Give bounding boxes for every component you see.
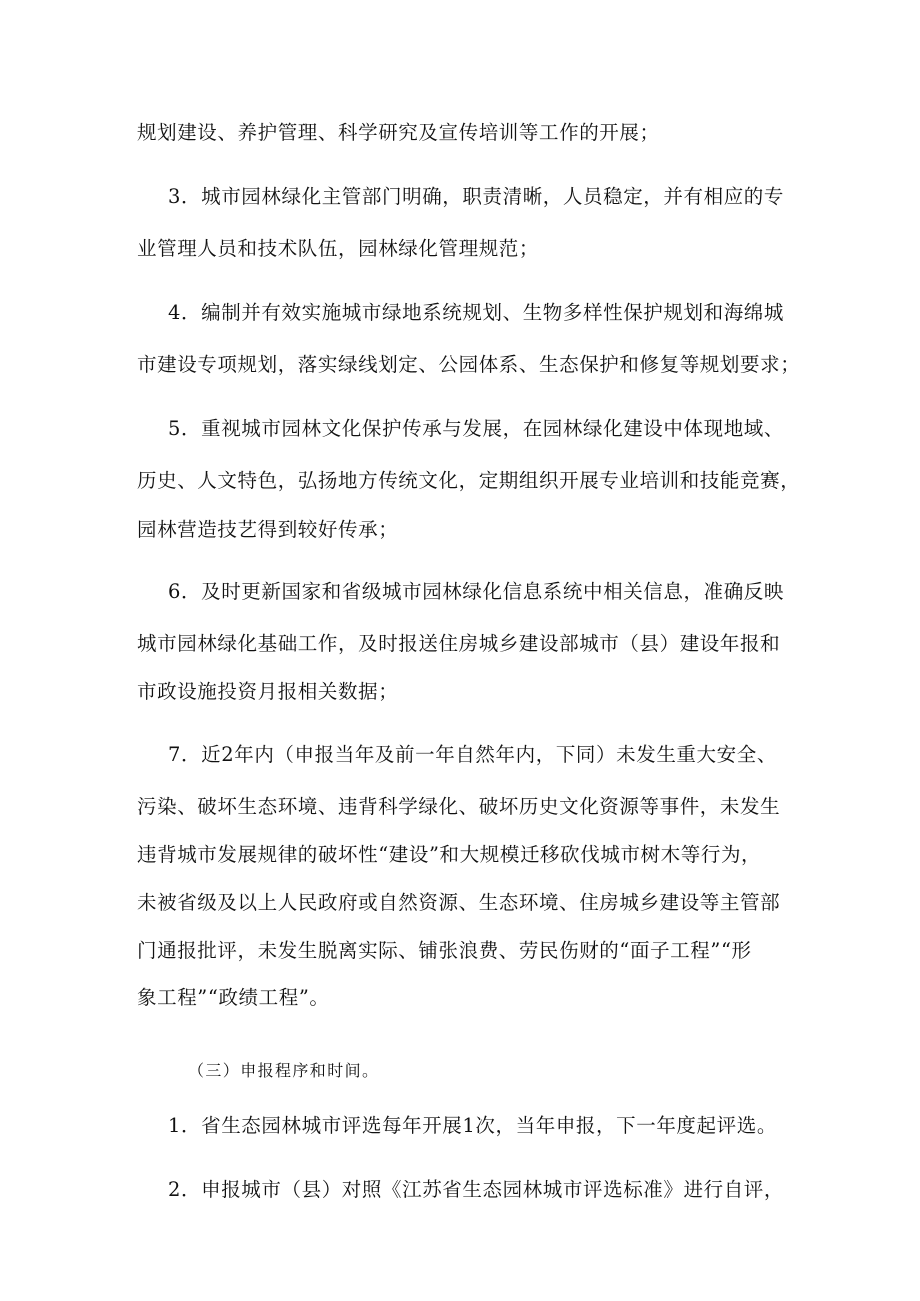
text-line-19: 2．申报城市（县）对照《江苏省生态园林城市评选标准》进行自评， <box>168 1178 785 1201</box>
text-line-8: 园林营造技艺得到较好传承； <box>137 518 399 541</box>
text-line-15: 未被省级及以上人民政府或自然资源、生态环境、住房城乡建设等主管部 <box>137 891 781 914</box>
text-line-1: 规划建设、养护管理、科学研究及宣传培训等工作的开展； <box>137 121 660 144</box>
text-line-12: 7．近2年内（申报当年及前一年自然年内，下同）未发生重大安全、 <box>168 743 777 766</box>
text-line-10: 城市园林绿化基础工作，及时报送住房城乡建设部城市（县）建设年报和 <box>137 632 781 655</box>
text-line-5: 市建设专项规划，落实绿线划定、公园体系、生态保护和修复等规划要求； <box>137 353 801 376</box>
text-line-9: 6．及时更新国家和省级城市园林绿化信息系统中相关信息，准确反映 <box>168 580 785 603</box>
text-line-16: 门通报批评，未发生脱离实际、铺张浪费、劳民伤财的“面子工程”“形 <box>137 939 752 962</box>
text-line-11: 市政设施投资月报相关数据； <box>137 680 399 703</box>
text-line-17: 象工程”“政绩工程”。 <box>137 986 330 1009</box>
section-heading: （三）申报程序和时间。 <box>188 1061 380 1080</box>
text-line-7: 历史、人文特色，弘扬地方传统文化，定期组织开展专业培训和技能竞赛， <box>137 469 801 492</box>
text-line-14: 违背城市发展规律的破坏性“建设”和大规模迁移砍伐城市树木等行为， <box>137 843 762 866</box>
text-line-6: 5．重视城市园林文化保护传承与发展，在园林绿化建设中体现地域、 <box>168 417 785 440</box>
text-line-18: 1．省生态园林城市评选每年开展1次，当年申报，下一年度起评选。 <box>168 1114 777 1137</box>
text-line-4: 4．编制并有效实施城市绿地系统规划、生物多样性保护规划和海绵城 <box>168 301 785 324</box>
text-line-13: 污染、破坏生态环境、违背科学绿化、破坏历史文化资源等事件，未发生 <box>137 795 781 818</box>
text-line-3: 业管理人员和技术队伍，园林绿化管理规范； <box>137 237 540 260</box>
text-line-2: 3．城市园林绿化主管部门明确，职责清晰，人员稳定，并有相应的专 <box>168 185 785 208</box>
